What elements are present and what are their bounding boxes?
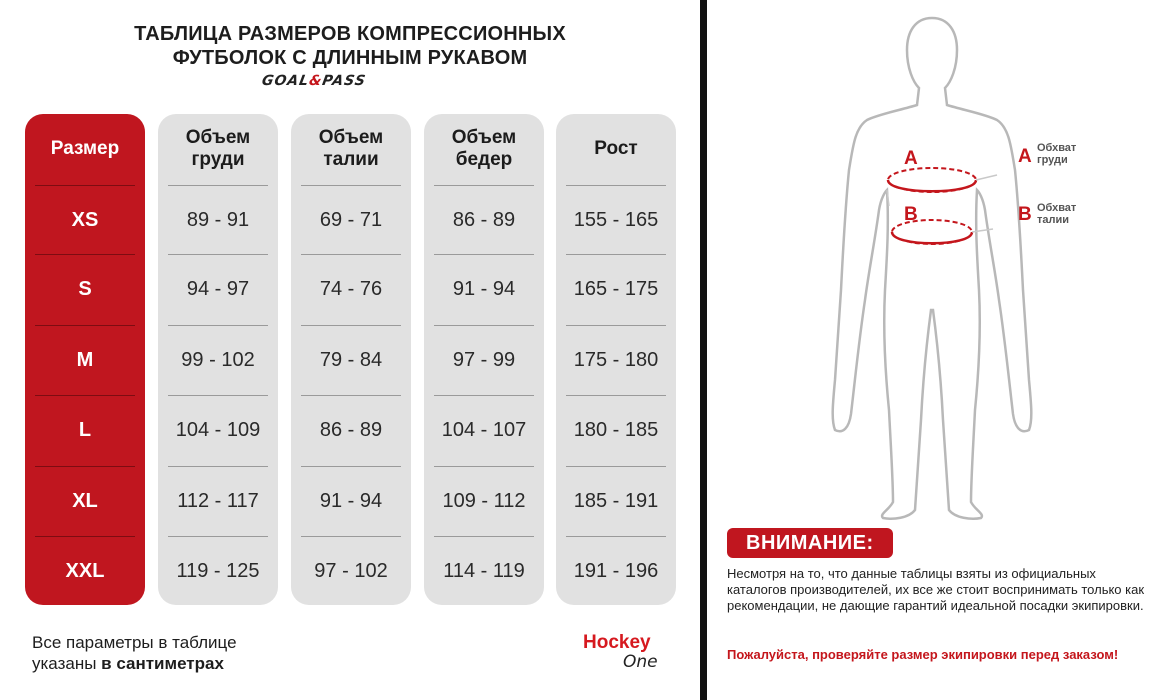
goal-pass-logo xyxy=(261,73,368,89)
table-column xyxy=(158,114,278,605)
measurement-panel xyxy=(707,0,1159,700)
column-header xyxy=(291,114,411,184)
value-cell: 112 - 117 xyxy=(177,489,259,512)
value-cell: 69 - 71 xyxy=(319,208,383,231)
value-cell: 165 - 175 xyxy=(573,277,659,300)
waist-marker: B xyxy=(904,204,918,225)
table-column xyxy=(25,114,145,605)
legend-a-line-1: Обхват xyxy=(1037,142,1077,154)
brand-part-1: GOAL xyxy=(260,73,311,89)
size-cell: XS xyxy=(71,208,99,231)
silhouette-outline xyxy=(833,18,1032,519)
column-header-line-2: талии xyxy=(323,149,379,170)
column-header xyxy=(424,114,544,184)
body-silhouette xyxy=(827,10,1037,525)
legend-a-text xyxy=(1037,142,1076,166)
warning-badge: ВНИМАНИЕ: xyxy=(727,528,893,558)
footnote-line-2: указаны xyxy=(32,654,102,673)
legend-b-line-2: талии xyxy=(1037,214,1070,226)
value-cell: 89 - 91 xyxy=(186,208,250,231)
table-column xyxy=(291,114,411,605)
value-cell: 94 - 97 xyxy=(186,277,250,300)
size-cell: L xyxy=(78,418,92,441)
units-footnote xyxy=(32,632,237,674)
legend-a-line-2: груди xyxy=(1037,154,1068,166)
page-title xyxy=(0,22,700,70)
title-line-2: ФУТБОЛОК С ДЛИННЫМ РУКАВОМ xyxy=(172,47,528,69)
value-cell: 74 - 76 xyxy=(319,277,383,300)
title-line-1: ТАБЛИЦА РАЗМЕРОВ КОМПРЕССИОННЫХ xyxy=(134,23,566,45)
value-cell: 185 - 191 xyxy=(573,489,659,512)
legend-b-line-1: Обхват xyxy=(1037,202,1077,214)
column-header xyxy=(158,114,278,184)
hockey-logo-word-2: One xyxy=(623,652,658,672)
value-cell: 97 - 102 xyxy=(314,559,388,582)
brand-part-2: PASS xyxy=(320,73,368,89)
legend-b-letter: B xyxy=(1018,204,1032,225)
footnote-units: в сантиметрах xyxy=(101,654,224,673)
value-cell: 86 - 89 xyxy=(452,208,516,231)
warning-emphasis: Пожалуйста, проверяйте размер экипировки перед заказом! xyxy=(727,647,1119,662)
column-header-line-1: Рост xyxy=(594,138,638,159)
value-cell: 119 - 125 xyxy=(176,559,260,582)
value-cell: 91 - 94 xyxy=(319,489,383,512)
warning-text: Несмотря на то, что данные таблицы взяты из официальных каталогов производителей, их все же стоит воспринимать только как рекомендации, не дающие гарантий идеальной посадки экипировки. xyxy=(727,566,1145,613)
table-column xyxy=(556,114,676,605)
value-cell: 180 - 185 xyxy=(573,418,659,441)
value-cell: 79 - 84 xyxy=(319,348,383,371)
value-cell: 191 - 196 xyxy=(573,559,659,582)
brand-amp: & xyxy=(307,73,324,89)
column-header-line-2: груди xyxy=(191,149,245,170)
value-cell: 104 - 107 xyxy=(441,418,527,441)
hockey-logo-word-1: Hockey xyxy=(583,632,651,653)
chest-marker: A xyxy=(904,148,918,169)
table-column xyxy=(424,114,544,605)
column-header xyxy=(25,114,145,184)
column-header-line-1: Размер xyxy=(50,138,120,159)
hockey-one-logo xyxy=(583,632,673,676)
size-cell: M xyxy=(76,348,94,371)
legend-b-text xyxy=(1037,202,1076,226)
value-cell: 155 - 165 xyxy=(573,208,659,231)
size-cell: XXL xyxy=(65,559,105,582)
value-cell: 99 - 102 xyxy=(181,348,255,371)
panel-divider xyxy=(700,0,707,700)
legend-a-letter: A xyxy=(1018,146,1032,167)
value-cell: 175 - 180 xyxy=(573,348,659,371)
column-header-line-1: Объем xyxy=(451,127,517,148)
column-header-line-1: Объем xyxy=(185,127,251,148)
value-cell: 109 - 112 xyxy=(442,489,526,512)
size-cell: S xyxy=(78,277,92,300)
value-cell: 104 - 109 xyxy=(175,418,261,441)
value-cell: 86 - 89 xyxy=(319,418,383,441)
value-cell: 91 - 94 xyxy=(452,277,516,300)
column-header-line-1: Объем xyxy=(318,127,384,148)
value-cell: 114 - 119 xyxy=(443,559,525,582)
value-cell: 97 - 99 xyxy=(452,348,516,371)
column-header-line-2: бедер xyxy=(455,149,513,170)
footnote-line-1: Все параметры в таблице xyxy=(32,633,237,652)
size-cell: XL xyxy=(72,489,98,512)
column-header xyxy=(556,114,676,184)
